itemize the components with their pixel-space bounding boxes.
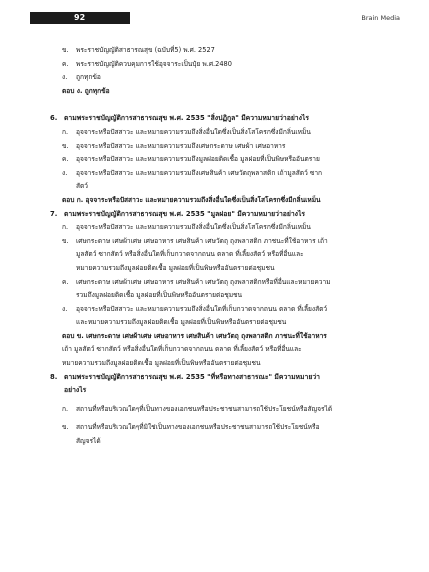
q7-answer-cont-1: เถ้า มูลสัตว์ ซากสัตว์ หรือสิ่งอื่นใดที่เก็บกวาดจากถนน ตลาด ที่เลี้ยงสัตว์ หรือที่อื่นและ (62, 345, 302, 354)
q6-option-b: ข. อุจจาระหรือปัสสาวะ และหมายความรวมถึงเศษกระดาษ เศษผ้า เศษอาหาร (62, 141, 286, 150)
brand-name: Brain Media (361, 14, 400, 22)
q7-question: 7. ตามพระราชบัญญัติการสาธารณสุข พ.ศ. 2535 "มูลฝอย" มีความหมายว่าอย่างไร (50, 209, 306, 218)
page-number: 92 (74, 13, 86, 22)
q8-option-a: ก. สถานที่หรือบริเวณใดๆที่เป็นทางของเอกชนหรือประชาชนสามารถใช้ประโยชน์หรือสัญจรได้ (62, 404, 333, 413)
page-header (30, 12, 400, 24)
q7-answer-cont-2: หมายความรวมถึงมูลฝอยติดเชื้อ มูลฝอยที่เป็นพิษหรืออันตรายต่อชุมชน (62, 359, 261, 368)
q7-option-a: ก. อุจจาระหรือปัสสาวะ และหมายความรวมถึงสิ่งอื่นใดซึ่งเป็นสิ่งโสโครกซึ่งมีกลิ่นเหม็น (62, 223, 311, 232)
q8-question-cont: อย่างไร (64, 386, 87, 395)
q7-answer: ตอบ ข. เศษกระดาษ เศษผ้าเศษ เศษอาหาร เศษสินค้า เศษวัตถุ ถุงพลาสติก ภาชนะที่ใช้อาหาร (62, 331, 327, 340)
q6-option-d: ง. อุจจาระหรือปัสสาวะ และหมายความรวมถึงเศษสินค้า เศษวัตถุพลาสติก เถ้ามูลสัตว์ ซาก (62, 168, 323, 177)
q6-answer: ตอบ ก. อุจจาระหรือปัสสาวะ และหมายความรวมถึงสิ่งอื่นใดซึ่งเป็นสิ่งโสโครกซึ่งมีกลิ่นเหม็น (62, 195, 321, 204)
q7-option-c: ค. เศษกระดาษ เศษผ้าเศษ เศษอาหาร เศษสินค้า เศษวัตถุ ถุงพลาสติกหรือที่อื่นและหมายความ (62, 277, 331, 286)
q7-option-d: ง. อุจจาระหรือปัสสาวะ และหมายความรวมถึงสิ่งอื่นใดที่เก็บกวาดจากถนน ตลาด ที่เลี้ยงสัตว์ (62, 304, 328, 313)
page-number-tab (30, 12, 130, 24)
q5-option-c: ค. พระราชบัญญัติควบคุมการใช้อุจจาระเป็นปุ๋ย พ.ศ.2480 (62, 59, 232, 68)
q8-question: 8. ตามพระราชบัญญัติการสาธารณสุข พ.ศ. 2535 "ที่หรือทางสาธารณะ" มีความหมายว่า (50, 372, 320, 381)
q7-option-d-cont: และหมายความรวมถึงมูลฝอยติดเชื้อ มูลฝอยที่เป็นพิษหรืออันตรายต่อชุมชน (76, 318, 287, 327)
q6-option-c: ค. อุจจาระหรือปัสสาวะ และหมายความรวมถึงมูลฝอยติดเชื้อ มูลฝอยที่เป็นพิษหรืออันตราย (62, 155, 320, 164)
q5-option-d: ง. ถูกทุกข้อ (62, 73, 101, 82)
q8-option-b-cont: สัญจรได้ (76, 437, 101, 446)
q7-option-b-cont-2: หมายความรวมถึงมูลฝอยติดเชื้อ มูลฝอยที่เป็นพิษหรืออันตรายต่อชุมชน (76, 263, 275, 272)
q6-option-d-cont: สัตว์ (76, 182, 89, 191)
q5-answer: ตอบ ง. ถูกทุกข้อ (62, 86, 110, 95)
q8-option-b: ข. สถานที่หรือบริเวณใดๆที่มิใช่เป็นทางของเอกชนหรือประชาชนสามารถใช้ประโยชน์หรือ (62, 423, 320, 432)
q6-option-a: ก. อุจจาระหรือปัสสาวะ และหมายความรวมถึงสิ่งอื่นใดซึ่งเป็นสิ่งโสโครกซึ่งมีกลิ่นเหม็น (62, 127, 311, 136)
page-content (50, 44, 402, 449)
q7-option-c-cont: รวมถึงมูลฝอยติดเชื้อ มูลฝอยที่เป็นพิษหรืออันตรายต่อชุมชน (76, 291, 243, 300)
q7-option-b-cont-1: มูลสัตว์ ซากสัตว์ หรือสิ่งอื่นใดที่เก็บกวาดจากถนน ตลาด ที่เลี้ยงสัตว์ หรือที่อื่นและ (76, 250, 304, 259)
q6-question: 6. ตามพระราชบัญญัติการสาธารณสุข พ.ศ. 2535 "สิ่งปฏิกูล" มีความหมายว่าอย่างไร (50, 114, 309, 123)
q7-option-b: ข. เศษกระดาษ เศษผ้าเศษ เศษอาหาร เศษสินค้า เศษวัตถุ ถุงพลาสติก ภาชนะที่ใช้อาหาร เถ้า (62, 236, 328, 245)
q5-option-b: ข. พระราชบัญญัติสาธารณสุข (ฉบับที่5) พ.ศ. 2527 (62, 46, 215, 54)
